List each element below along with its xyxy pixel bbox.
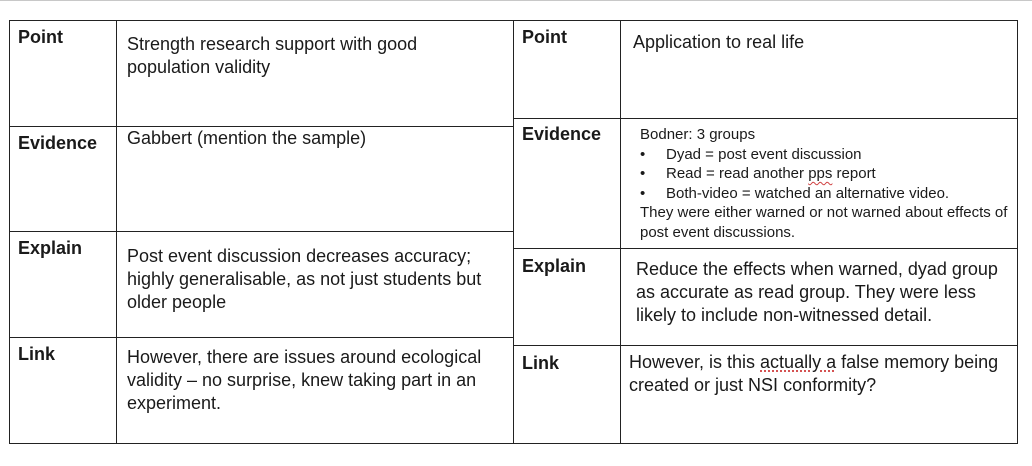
left-evidence-text: Gabbert (mention the sample) [127,128,367,148]
right-evidence-bullet [640,164,1010,184]
right-evidence-outro: They were either warned or not warned about effects of post event discussions. [640,204,1008,241]
left-point-label: Point [18,27,63,47]
right-evidence-bullet-list [640,145,1010,204]
page-top-rule [0,0,1032,1]
right-evidence-label: Evidence [522,124,602,144]
right-table-row-divider [513,248,1018,249]
right-point-label: Point [522,27,567,47]
left-table-row-divider [9,337,514,338]
left-link-label: Link [18,344,56,364]
right-evidence-bullet-text: Read = read another pps report [666,165,876,182]
right-table-row-divider [513,118,1018,119]
left-point-text: Strength research support with good population validity [127,34,418,77]
left-table-row-divider [9,231,514,232]
right-evidence-bullet: • Dyad = post event discussion [640,145,1010,165]
right-explain-text: Reduce the effects when warned, dyad group as accurate as read group. They were less likely to include non-witnessed detail. [636,259,998,325]
left-table-column-divider [116,20,117,444]
spellcheck-underline: actually a [760,352,837,372]
right-explain-label: Explain [522,256,587,276]
right-table-row-divider [513,345,1018,346]
spellcheck-underline: pps [808,165,833,182]
left-evidence-label: Evidence [18,133,98,153]
right-evidence-content [640,125,1010,242]
right-point-text: Application to real life [633,32,805,52]
right-table-column-divider [620,20,621,444]
left-explain-text: Post event discussion decreases accuracy; highly generalisable, as not just students but older people [127,246,482,312]
left-link-text: However, there are issues around ecological validity – no surprise, knew taking part in an experiment. [127,347,482,413]
left-explain-label: Explain [18,238,83,258]
right-evidence-bullet: • Both-video = watched an alternative video. [640,184,1010,204]
right-link-label: Link [522,353,560,373]
right-link-text: However, is this actually a false memory being created or just NSI conformity? [629,352,999,395]
right-evidence-intro: Bodner: 3 groups [640,126,756,143]
